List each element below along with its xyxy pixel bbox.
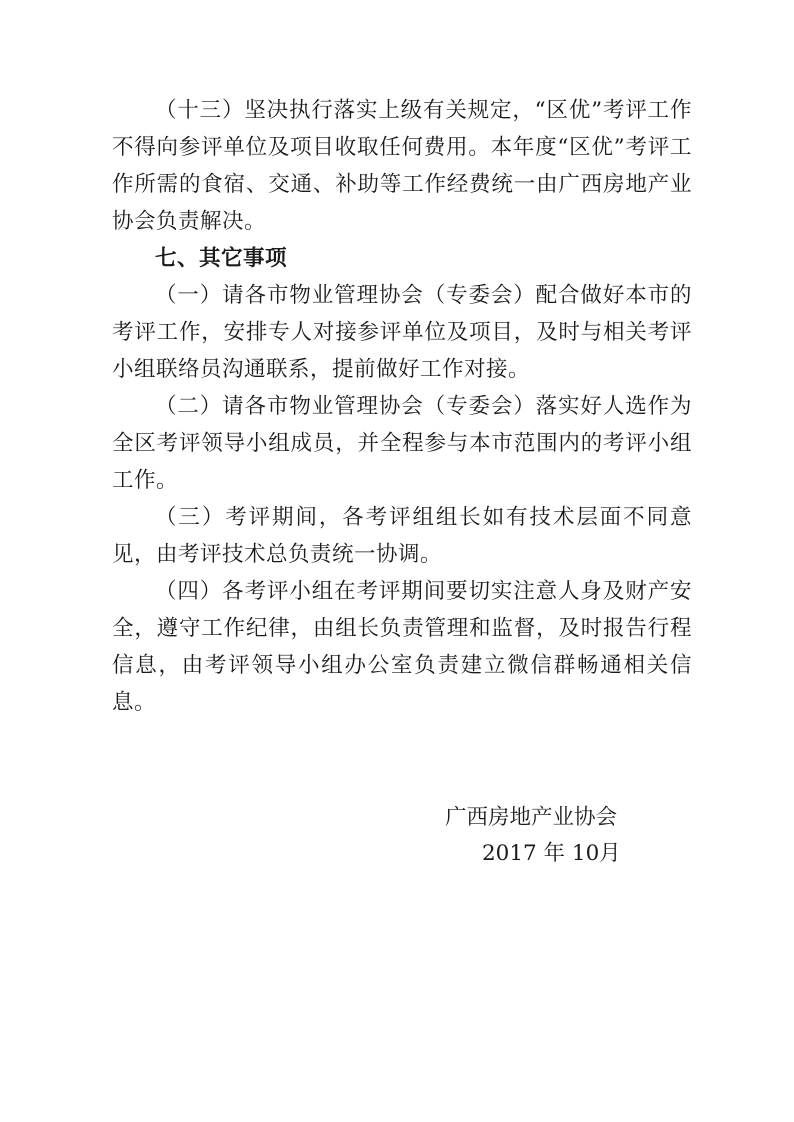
section-heading-other-matters: 七、其它事项 bbox=[155, 246, 288, 271]
signature-organization: 广西房地产业协会 bbox=[445, 805, 618, 830]
paragraph-item-4: （四）各考评小组在考评期间要切实注意人身及财产安全，遵守工作纪律，由组长负责管理和监督，及时报告行程信息，由考评领导小组办公室负责建立微信群畅通相关信息。 bbox=[112, 579, 692, 715]
signature-date: 2017 年 10月 bbox=[482, 841, 621, 866]
paragraph-item-1: （一）请各市物业管理协会（专委会）配合做好本市的考评工作，安排专人对接参评单位及项目，及时与相关考评小组联络员沟通联系，提前做好工作对接。 bbox=[112, 283, 692, 382]
paragraph-item-13: （十三）坚决执行落实上级有关规定，“区优”考评工作不得向参评单位及项目收取任何费用。本年度“区优”考评工作所需的食宿、交通、补助等工作经费统一由广西房地产业协会负责解决。 bbox=[112, 98, 692, 234]
document-body bbox=[112, 92, 692, 721]
paragraph-item-2: （二）请各市物业管理协会（专委会）落实好人选作为全区考评领导小组成员，并全程参与本市范围内的考评小组工作。 bbox=[112, 394, 692, 493]
paragraph-item-3: （三）考评期间，各考评组组长如有技术层面不同意见，由考评技术总负责统一协调。 bbox=[112, 505, 692, 567]
signature-block bbox=[420, 800, 660, 872]
